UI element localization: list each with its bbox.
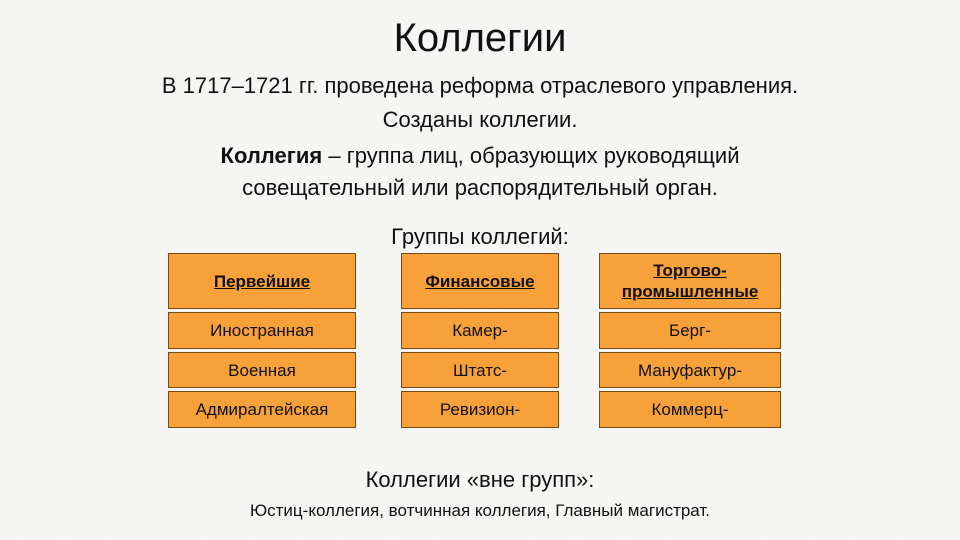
definition-line-1 [0,140,960,172]
collegium-cell: Штатс- [401,352,559,388]
definition-text-1: – группа лиц, образующих руководящий [322,143,740,168]
definition [0,140,960,204]
slide-title: Коллегии [393,16,567,60]
groups-heading: Группы коллегий: [391,224,569,249]
collegium-cell: Берг- [599,312,781,349]
group-header-financial: Финансовые [401,253,559,309]
collegium-cell: Коммерц- [599,391,781,428]
collegium-cell: Иностранная [168,312,356,349]
outside-groups-list: Юстиц-коллегия, вотчинная коллегия, Главный магистрат. [249,501,711,520]
group-header-line-1: Торгово- [653,261,727,280]
definition-term: Коллегия [220,143,323,168]
collegium-cell: Адмиралтейская [168,391,356,428]
collegium-cell: Военная [168,352,356,388]
collegium-cell: Камер- [401,312,559,349]
group-header-trade-industrial [599,253,781,309]
group-header-trade-industrial-text [622,260,759,302]
definition-line-2: совещательный или распорядительный орган. [242,175,718,200]
outside-groups-heading: Коллегии «вне групп»: [365,467,595,492]
intro-line-2: Созданы коллегии. [382,107,578,132]
group-header-line-2: промышленные [621,282,759,301]
intro-line-1: В 1717–1721 гг. проведена реформа отраслевого управления. [161,73,799,98]
collegium-cell: Мануфактур- [599,352,781,388]
collegium-cell: Ревизион- [401,391,559,428]
group-header-first: Первейшие [168,253,356,309]
